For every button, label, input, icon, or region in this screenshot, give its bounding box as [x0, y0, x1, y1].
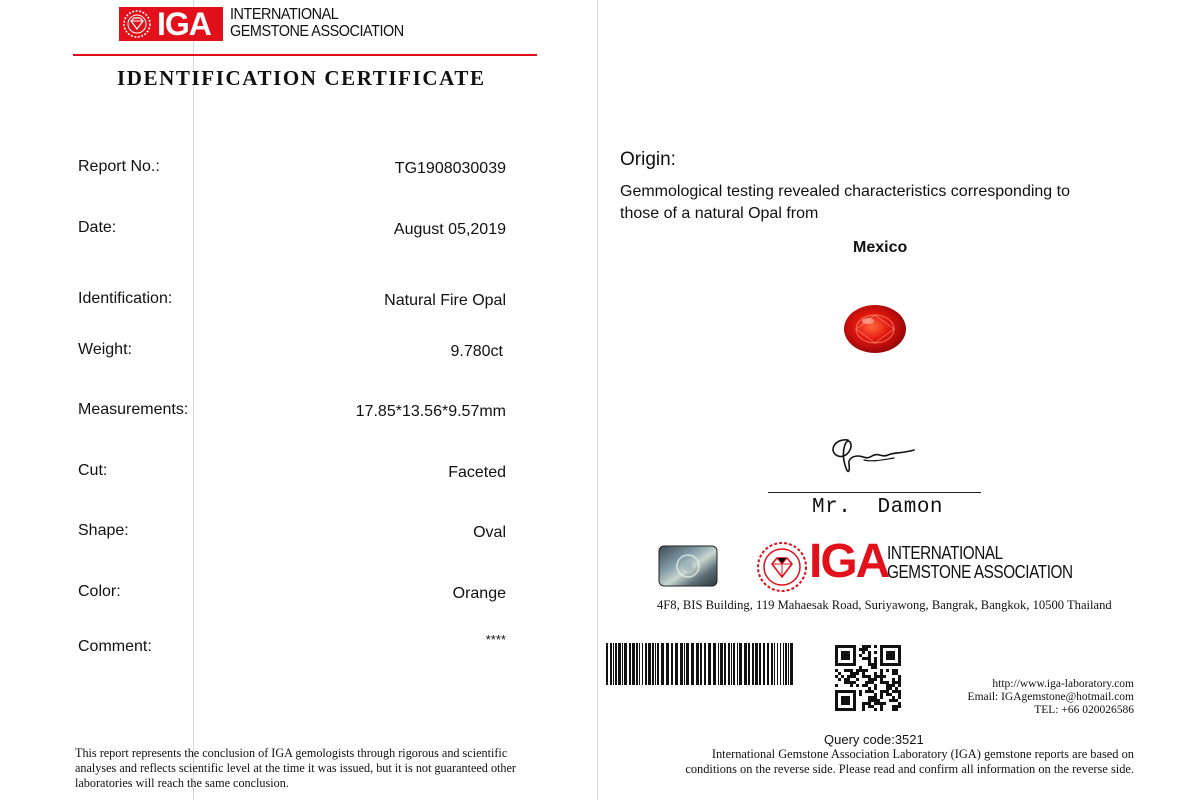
qr-module: [859, 648, 862, 651]
qr-module: [853, 672, 856, 675]
qr-module: [874, 693, 877, 696]
qr-module: [898, 684, 901, 687]
barcode-bar: [691, 643, 694, 685]
qr-module: [862, 684, 865, 687]
qr-module: [892, 672, 895, 675]
barcode-bar: [731, 643, 732, 685]
barcode-bar: [622, 643, 623, 685]
qr-module: [847, 675, 850, 678]
barcode-bar: [629, 643, 631, 685]
barcode-bar: [788, 643, 789, 685]
qr-module: [862, 657, 865, 660]
qr-module: [868, 705, 871, 708]
qr-module: [883, 702, 886, 705]
qr-module: [895, 669, 898, 672]
date-label: Date:: [78, 219, 117, 236]
barcode-bar: [783, 643, 784, 685]
barcode-bar: [708, 643, 711, 685]
qr-module: [865, 684, 868, 687]
qr-module: [871, 678, 874, 681]
barcode-bar: [700, 643, 702, 685]
contact-info: [968, 678, 1134, 717]
qr-module: [868, 678, 871, 681]
qr-finder: [886, 651, 895, 660]
org-name-line1: INTERNATIONAL: [230, 6, 339, 23]
certificate-title: IDENTIFICATION CERTIFICATE: [117, 66, 486, 90]
qr-module: [856, 684, 859, 687]
qr-module: [880, 672, 883, 675]
qr-module: [874, 666, 877, 669]
qr-module: [865, 675, 868, 678]
barcode-bar: [759, 643, 761, 685]
signature-mark: [824, 432, 924, 478]
shape-label: Shape:: [78, 522, 129, 539]
barcode-graphic: [606, 643, 796, 685]
origin-title: Origin:: [620, 149, 676, 170]
barcode-bar: [636, 643, 638, 685]
qr-module: [886, 690, 889, 693]
qr-module: [892, 699, 895, 702]
qr-module: [889, 693, 892, 696]
barcode-bar: [686, 643, 689, 685]
qr-module: [865, 657, 868, 660]
qr-module: [859, 693, 862, 696]
barcode-bar: [713, 643, 716, 685]
qr-module: [880, 696, 883, 699]
date-value: August 05,2019: [393, 221, 506, 238]
organization-name-bottom: [887, 544, 1073, 582]
qr-module: [865, 648, 868, 651]
qr-module: [868, 702, 871, 705]
barcode-bar: [632, 643, 635, 685]
barcode-bar: [648, 643, 651, 685]
qr-module: [892, 705, 895, 708]
qr-module: [856, 669, 859, 672]
qr-module: [838, 678, 841, 681]
qr-module: [871, 690, 874, 693]
origin-text: Gemmological testing revealed characteristics corresponding to those of a natural Opal from: [620, 183, 1070, 222]
qr-module: [871, 705, 874, 708]
reverse-side-note: International Gemstone Association Laboratory (IGA) gemstone reports are based on conditions on the reverse side. Please read and confirm all information on the reverse side.: [685, 747, 1134, 776]
barcode-bar: [610, 643, 612, 685]
header-rule: [73, 54, 537, 56]
fold-line-center: [597, 0, 598, 800]
qr-module: [874, 657, 877, 660]
qr-module: [865, 645, 868, 648]
report-no-label: Report No.:: [78, 158, 160, 175]
qr-module: [859, 654, 862, 657]
qr-module: [874, 708, 877, 711]
qr-module: [874, 672, 877, 675]
barcode-bar: [652, 643, 654, 685]
qr-module: [868, 645, 871, 648]
qr-module: [850, 675, 853, 678]
cut-value: Faceted: [448, 464, 506, 481]
qr-module: [862, 651, 865, 654]
qr-module: [862, 645, 865, 648]
qr-module: [847, 669, 850, 672]
qr-module: [850, 669, 853, 672]
qr-finder: [841, 651, 850, 660]
qr-module: [880, 678, 883, 681]
website-link[interactable]: http://www.iga-laboratory.com: [992, 678, 1134, 690]
qr-module: [850, 684, 853, 687]
barcode-bar: [704, 643, 706, 685]
phone-text: TEL: +66 020026586: [1034, 704, 1134, 716]
barcode-bar: [771, 643, 773, 685]
barcode-bar: [661, 643, 664, 685]
qr-module: [895, 690, 898, 693]
qr-module: [862, 648, 865, 651]
qr-module: [880, 693, 883, 696]
cut-label: Cut:: [78, 462, 108, 479]
qr-module: [892, 690, 895, 693]
qr-module: [898, 696, 901, 699]
weight-value: 9.780ct: [450, 343, 503, 360]
qr-module: [844, 678, 847, 681]
iga-logo-top: [119, 7, 223, 41]
qr-module: [841, 675, 844, 678]
qr-module: [847, 681, 850, 684]
qr-module: [868, 699, 871, 702]
gemstone-photo: [842, 303, 908, 355]
qr-module: [856, 672, 859, 675]
barcode: [606, 643, 796, 685]
qr-module: [835, 684, 838, 687]
qr-module: [865, 702, 868, 705]
qr-module: [853, 681, 856, 684]
qr-module: [853, 675, 856, 678]
qr-module: [862, 702, 865, 705]
qr-module: [877, 699, 880, 702]
qr-module: [874, 675, 877, 678]
barcode-bar: [728, 643, 730, 685]
comment-label: Comment:: [78, 638, 152, 655]
barcode-bar: [639, 643, 640, 685]
qr-module: [844, 681, 847, 684]
qr-module: [862, 669, 865, 672]
qr-module: [868, 690, 871, 693]
measurements-label: Measurements:: [78, 401, 189, 418]
qr-module: [889, 699, 892, 702]
qr-module: [880, 705, 883, 708]
barcode-bar: [618, 643, 621, 685]
org-name-bottom-line2: GEMSTONE ASSOCIATION: [887, 561, 1073, 582]
qr-module: [892, 684, 895, 687]
origin-country: Mexico: [853, 239, 908, 256]
qr-module: [868, 660, 871, 663]
barcode-bar: [613, 643, 614, 685]
comment-value: ****: [485, 632, 506, 647]
qr-module: [889, 684, 892, 687]
barcode-bar: [755, 643, 758, 685]
barcode-bar: [655, 643, 656, 685]
qr-module: [892, 708, 895, 711]
barcode-bar: [642, 643, 643, 685]
qr-module: [895, 672, 898, 675]
query-code: Query code:3521: [824, 732, 924, 747]
barcode-bar: [767, 643, 769, 685]
barcode-bar: [774, 643, 775, 685]
org-name-line2: GEMSTONE ASSOCIATION: [230, 22, 404, 40]
email-text: Email: IGAgemstone@hotmail.com: [967, 691, 1134, 703]
fold-line-left: [193, 0, 194, 800]
qr-module: [871, 696, 874, 699]
qr-module: [844, 669, 847, 672]
qr-module: [880, 675, 883, 678]
qr-module: [880, 681, 883, 684]
qr-module: [865, 669, 868, 672]
qr-module: [874, 687, 877, 690]
barcode-bar: [718, 643, 719, 685]
qr-module: [886, 684, 889, 687]
qr-module: [874, 660, 877, 663]
qr-module: [883, 681, 886, 684]
logo-text: IGA: [157, 6, 211, 42]
qr-module: [862, 705, 865, 708]
barcode-bar: [606, 643, 608, 685]
report-no-value: TG1908030039: [394, 160, 506, 177]
qr-module: [865, 681, 868, 684]
qr-module: [886, 669, 889, 672]
barcode-bar: [645, 643, 647, 685]
qr-module: [898, 702, 901, 705]
qr-module: [859, 669, 862, 672]
barcode-bar: [752, 643, 754, 685]
barcode-bar: [733, 643, 735, 685]
qr-module: [883, 675, 886, 678]
qr-module: [898, 675, 901, 678]
qr-module: [874, 702, 877, 705]
barcode-bar: [666, 643, 669, 685]
qr-module: [862, 675, 865, 678]
qr-module: [874, 663, 877, 666]
hologram-seal: [658, 545, 718, 587]
qr-module: [889, 687, 892, 690]
measurements-value: 17.85*13.56*9.57mm: [355, 403, 506, 420]
barcode-bar: [624, 643, 627, 685]
qr-module: [898, 693, 901, 696]
qr-module: [892, 669, 895, 672]
barcode-bar: [748, 643, 750, 685]
qr-module: [874, 699, 877, 702]
qr-module: [868, 654, 871, 657]
qr-module: [868, 687, 871, 690]
barcode-bar: [744, 643, 747, 685]
qr-module: [880, 669, 883, 672]
shape-value: Oval: [473, 524, 506, 541]
qr-module: [877, 702, 880, 705]
qr-module: [898, 678, 901, 681]
qr-module: [874, 684, 877, 687]
org-name-bottom-line1: INTERNATIONAL: [887, 543, 1003, 563]
signature-line: [768, 492, 981, 493]
barcode-bar: [720, 643, 723, 685]
qr-module: [847, 678, 850, 681]
barcode-bar: [680, 643, 683, 685]
qr-module: [871, 663, 874, 666]
qr-module: [859, 690, 862, 693]
qr-module: [868, 651, 871, 654]
gem-crest-icon: [119, 7, 155, 41]
qr-code-graphic: [835, 645, 901, 711]
qr-module: [895, 681, 898, 684]
qr-module: [895, 708, 898, 711]
qr-module: [883, 690, 886, 693]
qr-module: [895, 705, 898, 708]
qr-module: [871, 681, 874, 684]
qr-code[interactable]: [835, 645, 901, 711]
barcode-bar: [696, 643, 699, 685]
qr-module: [838, 672, 841, 675]
barcode-bar: [739, 643, 742, 685]
qr-module: [859, 666, 862, 669]
barcode-bar: [675, 643, 678, 685]
qr-module: [850, 672, 853, 675]
qr-module: [868, 675, 871, 678]
qr-module: [862, 672, 865, 675]
qr-module: [868, 663, 871, 666]
qr-module: [886, 681, 889, 684]
qr-module: [865, 690, 868, 693]
qr-module: [877, 675, 880, 678]
qr-module: [898, 681, 901, 684]
qr-module: [898, 705, 901, 708]
barcode-bar: [615, 643, 617, 685]
lab-address: 4F8, BIS Building, 119 Mahaesak Road, Suriyawong, Bangrak, Bangkok, 10500 Thailand: [657, 598, 1112, 612]
qr-module: [892, 696, 895, 699]
qr-module: [898, 690, 901, 693]
identification-label: Identification:: [78, 290, 173, 307]
qr-module: [892, 681, 895, 684]
weight-label: Weight:: [78, 341, 132, 358]
qr-module: [874, 645, 877, 648]
logo-text-bottom: IGA: [809, 535, 889, 588]
color-label: Color:: [78, 583, 121, 600]
barcode-bar: [780, 643, 781, 685]
qr-module: [868, 696, 871, 699]
qr-module: [850, 681, 853, 684]
qr-finder: [841, 696, 850, 705]
qr-module: [871, 699, 874, 702]
barcode-bar: [763, 643, 765, 685]
barcode-bar: [785, 643, 787, 685]
qr-module: [895, 687, 898, 690]
gem-crest-icon-bottom: [756, 541, 808, 593]
qr-module: [895, 699, 898, 702]
barcode-bar: [671, 643, 673, 685]
qr-module: [874, 651, 877, 654]
signer-name: Mr. Damon: [812, 496, 944, 519]
qr-module: [886, 687, 889, 690]
barcode-bar: [724, 643, 726, 685]
barcode-bar: [684, 643, 685, 685]
qr-module: [856, 678, 859, 681]
barcode-bar: [657, 643, 659, 685]
organization-name-top: [230, 7, 404, 41]
qr-module: [862, 708, 865, 711]
barcode-bar: [777, 643, 778, 685]
qr-module: [871, 666, 874, 669]
qr-module: [868, 657, 871, 660]
disclaimer-text: This report represents the conclusion of IGA gemologists through rigorous and scientific analyses and reflects scientific level at the time it was issued, but it is not guaranteed other laboratories will reach the same conclusion.: [75, 746, 516, 790]
qr-module: [892, 678, 895, 681]
identification-value: Natural Fire Opal: [384, 292, 506, 309]
qr-module: [874, 696, 877, 699]
barcode-bar: [737, 643, 738, 685]
qr-module: [835, 675, 838, 678]
barcode-bar: [790, 643, 793, 685]
qr-module: [880, 702, 883, 705]
qr-module: [886, 693, 889, 696]
qr-module: [835, 669, 838, 672]
qr-module: [868, 681, 871, 684]
color-value: Orange: [452, 585, 506, 602]
qr-module: [874, 678, 877, 681]
qr-module: [880, 690, 883, 693]
qr-module: [880, 708, 883, 711]
